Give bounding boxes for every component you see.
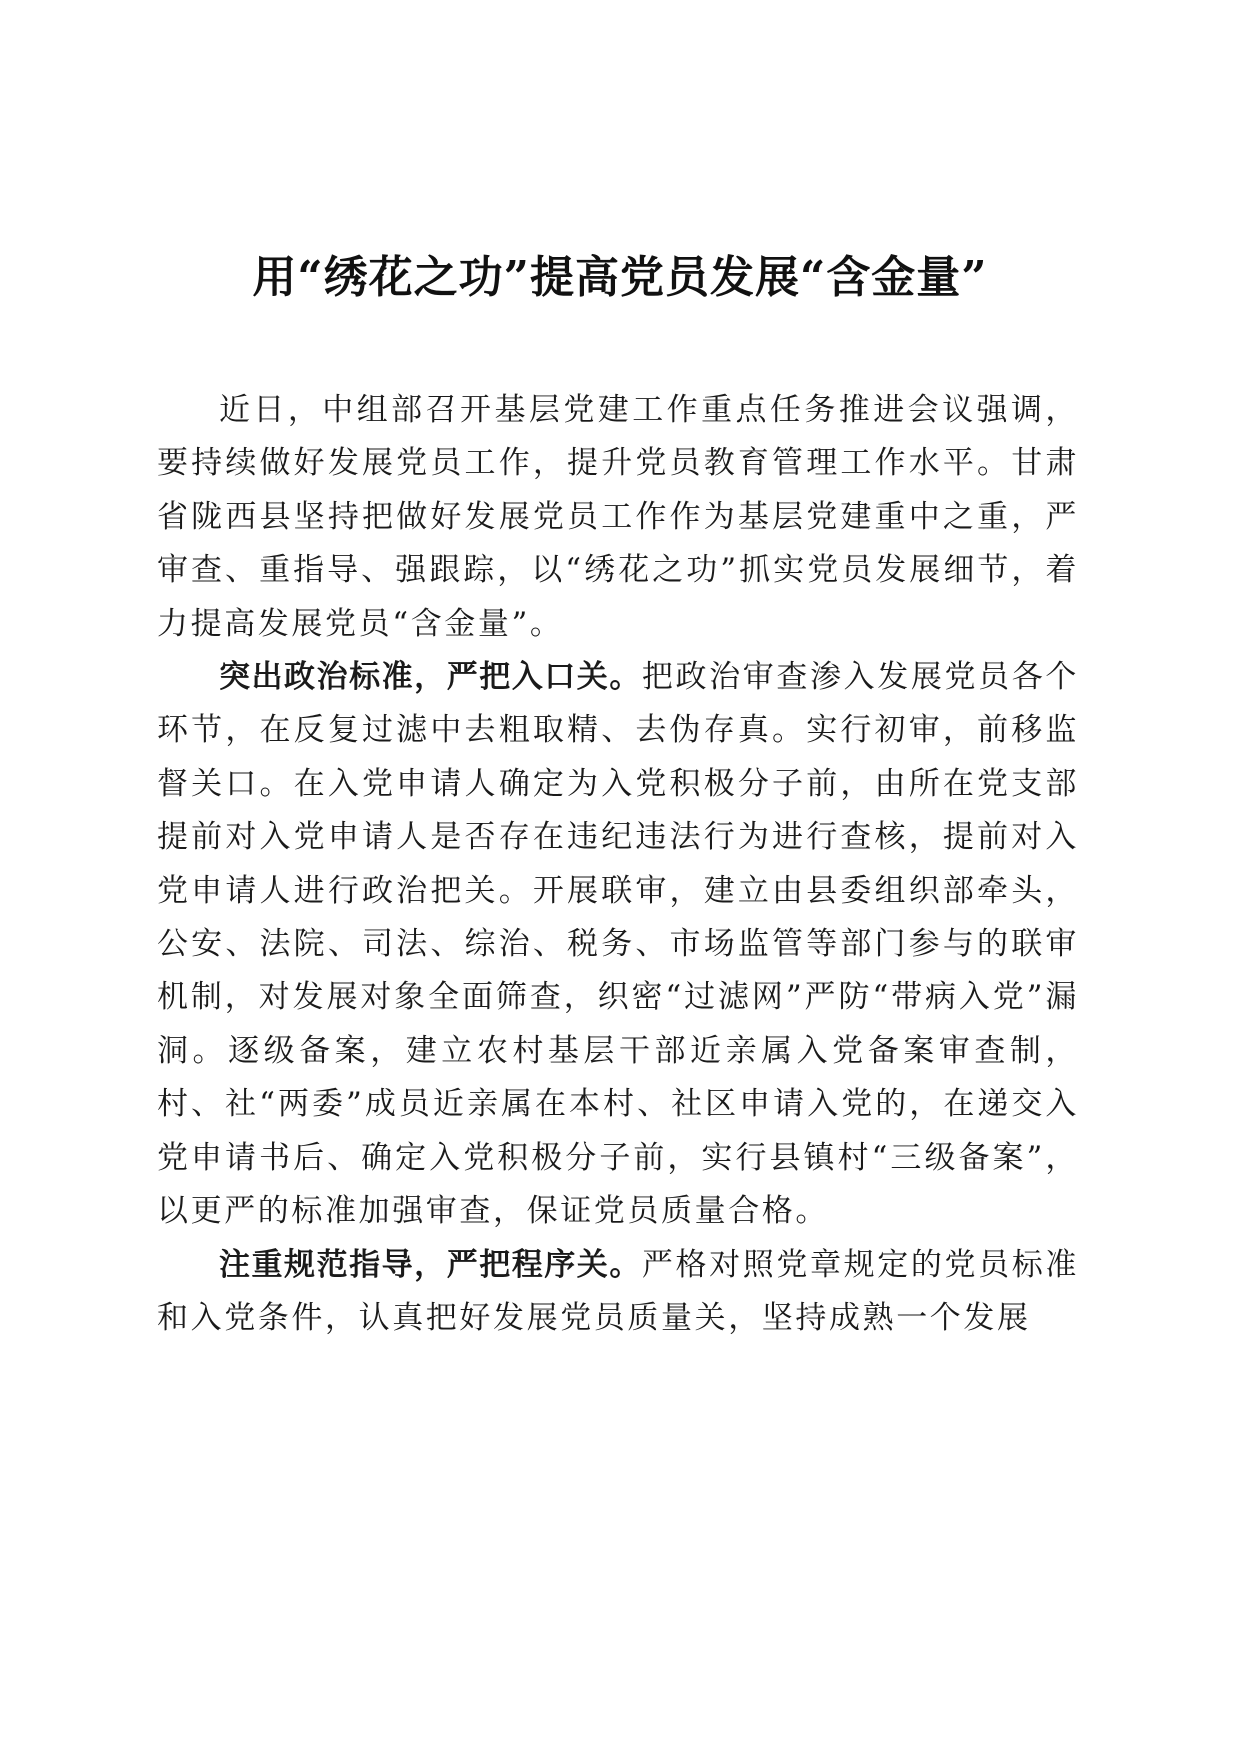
document-body [157,384,1079,1345]
paragraph-lead: 注重规范指导，严把程序关。 [219,1246,642,1283]
paragraph-text: 严格对照党章规定的党员标准和入党条件，认真把好发展党员质量关，坚持成熟一个发展 [157,1246,1079,1336]
paragraph-text: 近日，中组部召开基层党建工作重点任务推进会议强调，要持续做好发展党员工作，提升党员教育管理工作水平。甘肃省陇西县坚持把做好发展党员工作作为基层党建重中之重，严审查、重指导、强跟踪，以“绣花之功”抓实党员发展细节，着力提高发展党员“含金量”。 [157,392,1079,642]
paragraph-procedure-guidance [157,1239,1079,1346]
paragraph-political-standard [157,651,1079,1238]
paragraph-intro [157,384,1079,651]
paragraph-text: 把政治审查渗入发展党员各个环节，在反复过滤中去粗取精、去伪存真。实行初审，前移监督关口。在入党申请人确定为入党积极分子前，由所在党支部提前对入党申请人是否存在违纪违法行为进行查核，提前对入党申请人进行政治把关。开展联审，建立由县委组织部牵头，公安、法院、司法、综治、税务、市场监管等部门参与的联审机制，对发展对象全面筛查，织密“过滤网”严防“带病入党”漏洞。逐级备案，建立农村基层干部近亲属入党备案审查制，村、社“两委”成员近亲属在本村、社区申请入党的，在递交入党申请书后、确定入党积极分子前，实行县镇村“三级备案”，以更严的标准加强审查，保证党员质量合格。 [157,659,1079,1230]
paragraph-lead: 突出政治标准，严把入口关。 [219,659,642,696]
document-title: 用“绣花之功”提高党员发展“含金量” [252,252,988,303]
